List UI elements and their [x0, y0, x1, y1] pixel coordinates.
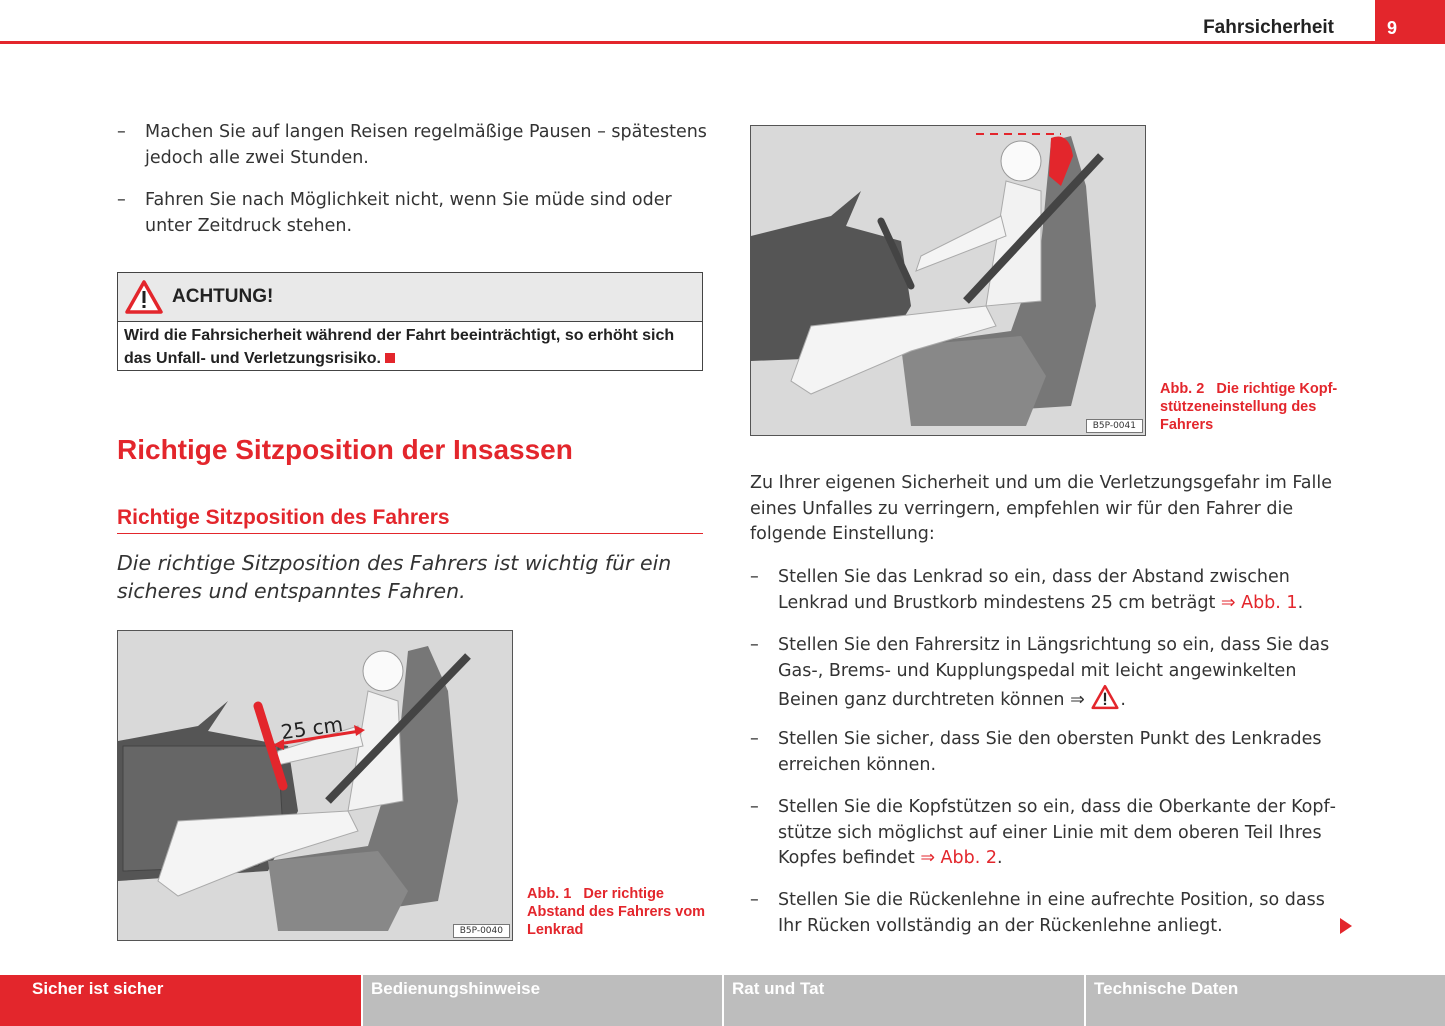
list-item: – Fahren Sie nach Möglichkeit nicht, wenn Sie müde sind oder unter Zeitdruck stehen. [117, 190, 672, 236]
figure-link[interactable]: ⇒ Abb. 2 [920, 848, 998, 868]
warning-title: ACHTUNG! [172, 286, 274, 307]
end-marker-icon [385, 353, 395, 363]
figure-code: B5P-0040 [453, 924, 510, 938]
page-heading: Richtige Sitzposition der Insassen [117, 434, 573, 465]
continue-arrow-icon [1340, 918, 1352, 934]
list-item: – Stellen Sie die Kopfstützen so ein, dass die Oberkante der Kopfstütze sich möglichst auf einer Linie mit dem oberen Teil Ihres Kopfes befindet ⇒ Abb. 2. [750, 797, 1336, 868]
warning-box [117, 272, 703, 371]
figure-2-caption: Abb. 2 Die richtige Kopfstützeneinstellung des Fahrers [1160, 381, 1338, 433]
figure-code: B5P-0041 [1086, 419, 1143, 433]
distance-label: 25 cm [279, 711, 345, 745]
list-item: – Machen Sie auf langen Reisen regelmäßige Pausen – spätestens jedoch alle zwei Stunden. [117, 122, 707, 168]
footer-tab-technische-daten[interactable]: Technische Daten [1086, 975, 1445, 1026]
list-item: – Stellen Sie die Rückenlehne in eine aufrechte Position, so dass Ihr Rücken vollständig an der Rückenlehne anliegt. [750, 890, 1325, 936]
figure-1-illustration [117, 630, 513, 941]
figure-2-illustration [750, 125, 1146, 436]
figure-1-caption: Abb. 1 Der richtige Abstand des Fahrers vom Lenkrad [527, 886, 706, 938]
figure-link[interactable]: ⇒ Abb. 1 [1220, 592, 1298, 613]
warning-triangle-icon [124, 279, 164, 315]
header-rule [0, 41, 1445, 44]
list-item: – Stellen Sie den Fahrersitz in Längsrichtung so ein, dass Sie das Gas-, Brems- und Kupplungspedal mit leicht angewinkelten Beinen ganz durchtreten können ⇒ . [750, 635, 1330, 710]
lead-text: Die richtige Sitzposition des Fahrers ist wichtig für ein sicheres und entspanntes Fahren. [117, 551, 672, 603]
warning-text: Wird die Fahrsicherheit während der Fahrt beeinträchtigt, so erhöht sich das Unfall- und Verletzungsrisiko. [124, 327, 675, 367]
footer-tab-bedienungshinweise[interactable]: Bedienungshinweise [363, 975, 722, 1026]
footer-tab-rat-und-tat[interactable]: Rat und Tat [724, 975, 1084, 1026]
list-item: – Stellen Sie das Lenkrad so ein, dass der Abstand zwischen Lenkrad und Brustkorb mindestens 25 cm beträgt ⇒ Abb. 1. [750, 567, 1304, 613]
intro-text: Zu Ihrer eigenen Sicherheit und um die Verletzungsgefahr im Falle eines Unfalles zu verringern, empfehlen wir für den Fahrer die folgende Einstellung: [750, 473, 1332, 544]
warning-triangle-icon[interactable] [1090, 684, 1120, 710]
sub-heading: Richtige Sitzposition des Fahrers [117, 506, 703, 534]
page-number: 9 [1375, 0, 1445, 44]
footer-tab-sicher-ist-sicher[interactable]: Sicher ist sicher [0, 975, 361, 1026]
section-title: Fahrsicherheit [1203, 17, 1334, 38]
list-item: – Stellen Sie sicher, dass Sie den obersten Punkt des Lenkrades erreichen können. [750, 729, 1322, 775]
